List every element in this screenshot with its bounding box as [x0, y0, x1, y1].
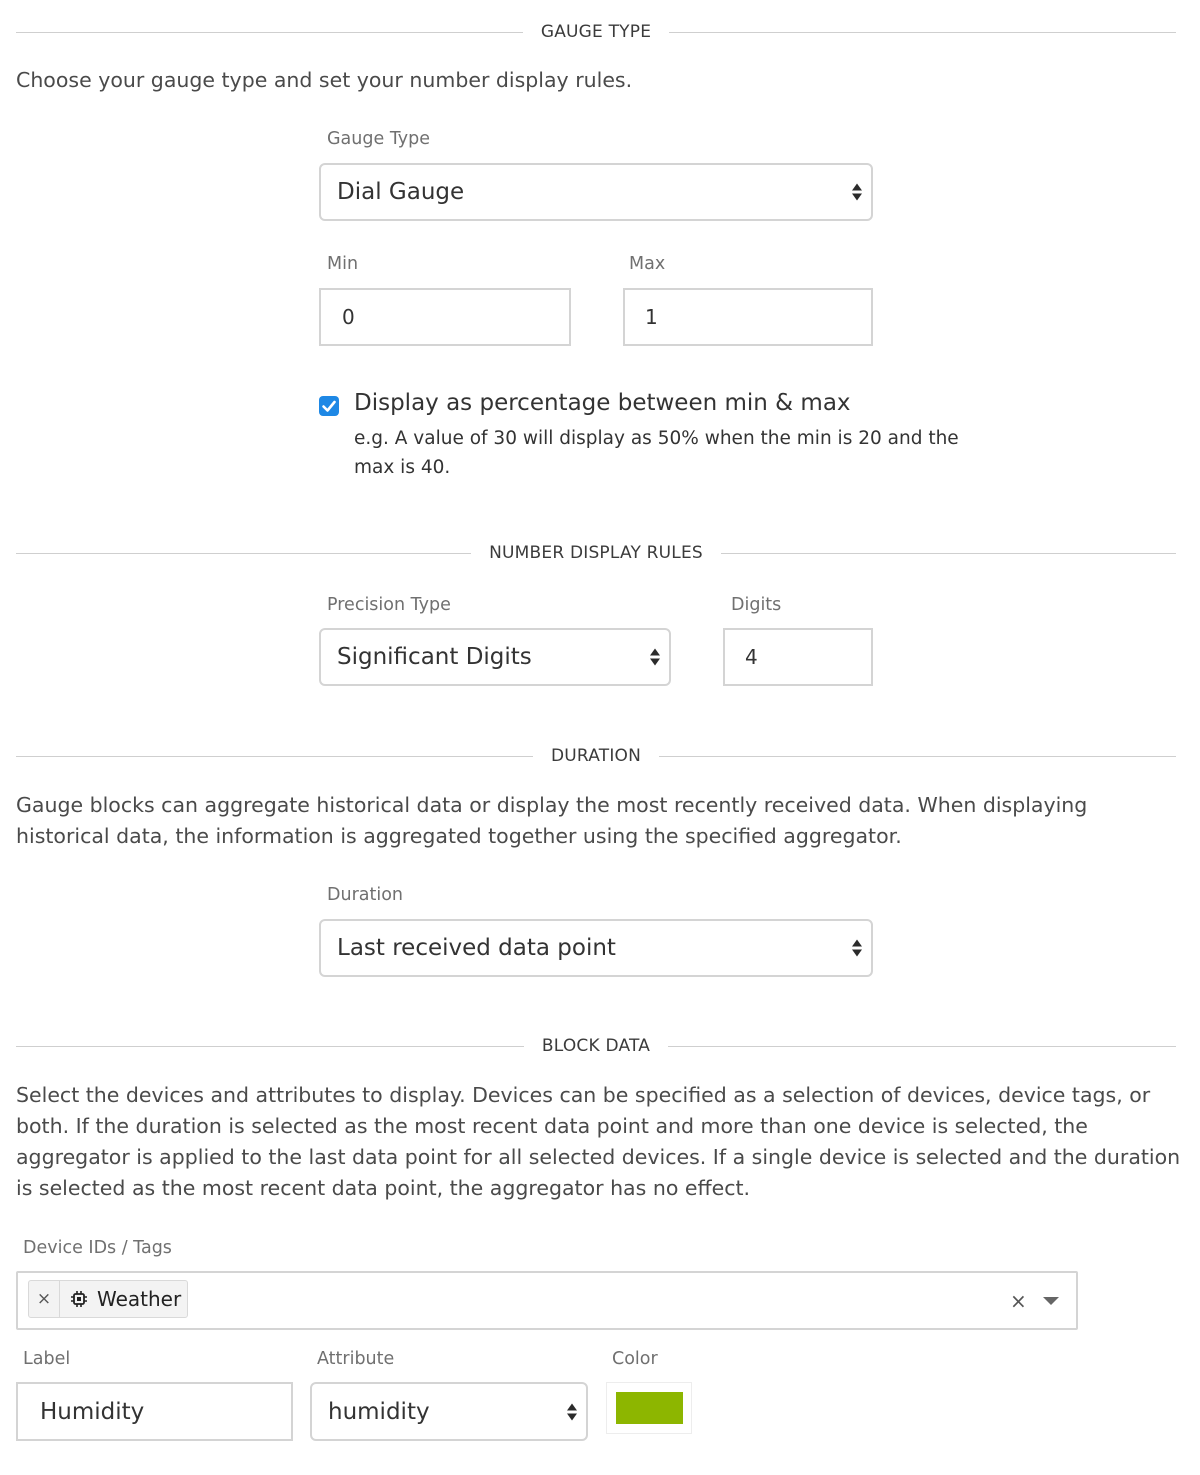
- tag-remove-icon[interactable]: ×: [29, 1281, 60, 1317]
- precision-type-label: Precision Type: [327, 595, 451, 615]
- device-ids-label: Device IDs / Tags: [23, 1238, 172, 1258]
- percentage-checkbox[interactable]: [319, 396, 339, 416]
- chip-icon: [69, 1289, 89, 1309]
- checkmark-icon: [319, 396, 339, 416]
- select-arrows-icon: [650, 649, 660, 666]
- label-field-label: Label: [23, 1349, 71, 1369]
- color-picker[interactable]: [606, 1382, 692, 1434]
- min-label: Min: [327, 254, 359, 274]
- dropdown-caret-icon[interactable]: [1043, 1297, 1059, 1305]
- block-data-description: Select the devices and attributes to display. Devices can be specified as a selection of devices, device tags, or both. If the duration is selected as the most recent data point and more than one device is selected, the aggregator is applied to the last data point for all selected devices. If a single device is selected and the duration is selected as the most recent data point, the aggregator has no effect.: [16, 1083, 1181, 1200]
- attribute-value: humidity: [328, 1398, 430, 1425]
- device-tag-label: Weather: [97, 1287, 182, 1311]
- duration-select[interactable]: [319, 919, 873, 977]
- duration-value: Last received data point: [337, 935, 616, 961]
- max-input[interactable]: [623, 288, 873, 346]
- gauge-type-value: Dial Gauge: [337, 179, 465, 205]
- section-divider-duration: [16, 746, 1176, 766]
- section-title: GAUGE TYPE: [523, 22, 669, 42]
- gauge-type-select[interactable]: [319, 163, 873, 221]
- precision-type-select[interactable]: [319, 628, 671, 686]
- min-input[interactable]: [319, 288, 571, 346]
- precision-type-value: Significant Digits: [337, 644, 532, 670]
- attribute-label: Attribute: [317, 1349, 395, 1369]
- percentage-checkbox-label[interactable]: Display as percentage between min & max: [354, 390, 851, 416]
- section-title: NUMBER DISPLAY RULES: [471, 543, 721, 563]
- device-tag-chip: [28, 1280, 188, 1318]
- gauge-type-description: Choose your gauge type and set your number display rules.: [16, 68, 633, 92]
- duration-label: Duration: [327, 885, 404, 905]
- section-divider-number-display: [16, 543, 1176, 563]
- select-arrows-icon: [852, 184, 862, 201]
- max-value: 1: [645, 305, 658, 329]
- section-title: DURATION: [533, 746, 659, 766]
- clear-selection-icon[interactable]: ×: [1010, 1288, 1027, 1313]
- max-label: Max: [629, 254, 666, 274]
- duration-description: Gauge blocks can aggregate historical data or display the most recently received data. When displaying historical data, the information is aggregated together using the specified aggregator.: [16, 793, 1088, 848]
- label-input-value: Humidity: [40, 1398, 145, 1425]
- color-label: Color: [612, 1349, 658, 1369]
- digits-value: 4: [745, 645, 758, 669]
- min-value: 0: [342, 305, 355, 329]
- digits-input[interactable]: [723, 628, 873, 686]
- section-title: BLOCK DATA: [524, 1036, 668, 1056]
- section-divider-gauge-type: [16, 22, 1176, 42]
- select-arrows-icon: [852, 940, 862, 957]
- percentage-help-text: e.g. A value of 30 will display as 50% when the min is 20 and the max is 40.: [354, 428, 959, 478]
- digits-label: Digits: [731, 595, 782, 615]
- attribute-select[interactable]: [310, 1382, 588, 1441]
- label-input[interactable]: [16, 1382, 293, 1441]
- gauge-type-label: Gauge Type: [327, 129, 431, 149]
- select-arrows-icon: [567, 1403, 577, 1420]
- color-swatch: [616, 1392, 683, 1424]
- device-ids-multiselect[interactable]: [16, 1271, 1078, 1330]
- section-divider-block-data: [16, 1036, 1176, 1056]
